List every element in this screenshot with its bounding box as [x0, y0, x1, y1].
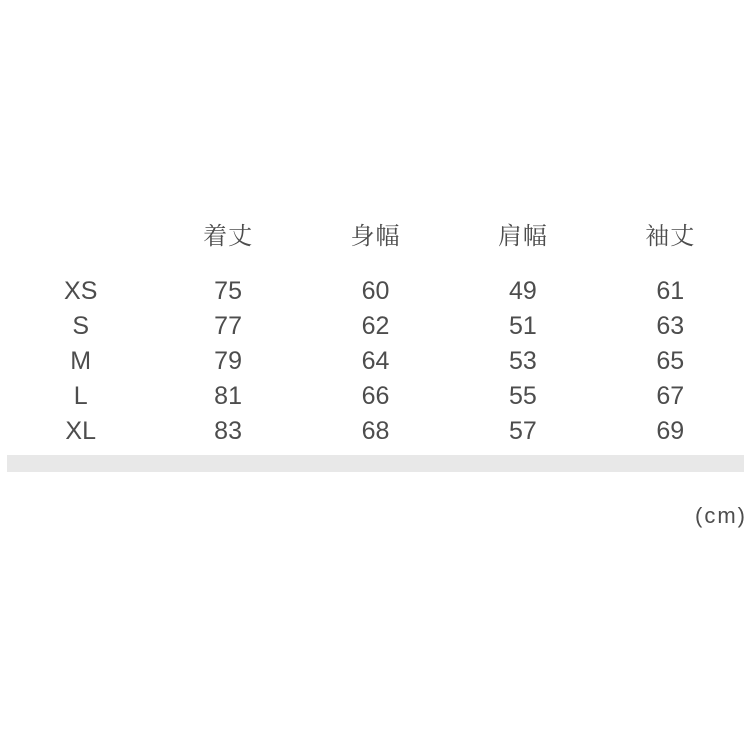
size-value: 65 — [656, 347, 685, 375]
size-value: 83 — [214, 417, 242, 445]
size-label: S — [72, 312, 90, 340]
table-row-xs — [7, 274, 744, 309]
size-value: 57 — [508, 417, 537, 445]
size-value: 67 — [656, 382, 685, 410]
table-row-xl — [7, 414, 744, 449]
size-value: 63 — [656, 312, 685, 340]
size-value: 55 — [508, 382, 537, 410]
corner-cell — [7, 216, 154, 251]
column-header-chakutake: 着丈 — [203, 223, 254, 250]
size-chart — [7, 216, 744, 449]
column-header-mihaba: 身幅 — [350, 223, 401, 250]
size-value: 77 — [214, 312, 242, 340]
header-row — [7, 216, 744, 251]
size-value: 75 — [214, 277, 242, 305]
size-label: XS — [64, 277, 98, 305]
column-header-katahaba: 肩幅 — [497, 223, 548, 250]
size-value: 66 — [361, 382, 390, 410]
size-value: 49 — [508, 277, 537, 305]
table-row-l — [7, 379, 744, 414]
size-value: 68 — [361, 417, 390, 445]
size-value: 69 — [656, 417, 685, 445]
size-label: XL — [65, 417, 96, 445]
unit-label: (cm) — [695, 503, 747, 528]
size-value: 53 — [508, 347, 537, 375]
size-label: L — [73, 382, 88, 410]
size-value: 61 — [656, 277, 685, 305]
table-row-m — [7, 344, 744, 379]
size-chart-header — [7, 216, 744, 251]
size-value: 79 — [214, 347, 242, 375]
spacer-row — [7, 251, 744, 274]
size-value: 62 — [361, 312, 390, 340]
divider-bar — [7, 455, 744, 472]
size-label: M — [70, 347, 92, 375]
column-header-sodetake: 袖丈 — [645, 223, 696, 250]
table-row-s — [7, 309, 744, 344]
size-chart-table — [7, 216, 744, 449]
size-value: 64 — [361, 347, 390, 375]
size-value: 60 — [361, 277, 390, 305]
size-value: 81 — [214, 382, 242, 410]
size-value: 51 — [508, 312, 537, 340]
size-chart-body — [7, 251, 744, 449]
